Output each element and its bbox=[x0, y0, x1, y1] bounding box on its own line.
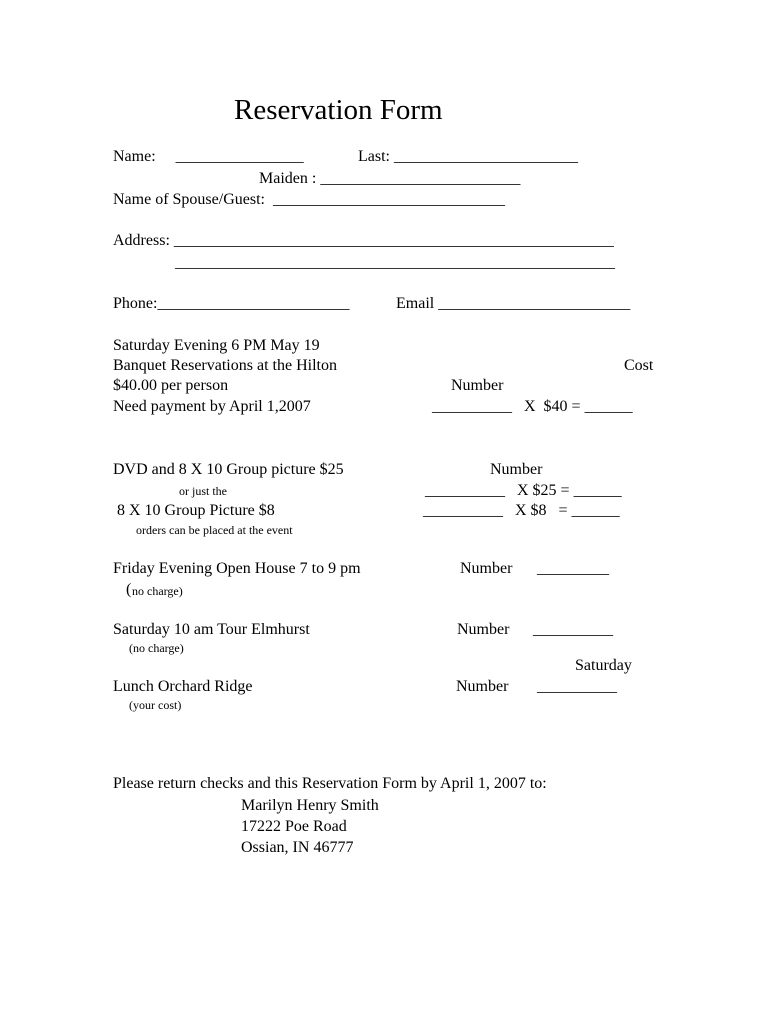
banquet-line-2: Banquet Reservations at the Hilton bbox=[113, 357, 337, 374]
address-field-line1[interactable]: Address: _______________________________________________________ bbox=[113, 232, 614, 249]
banquet-line-4: Need payment by April 1,2007 bbox=[113, 398, 311, 415]
tour-label: Saturday 10 am Tour Elmhurst bbox=[113, 621, 310, 638]
banquet-number-input[interactable]: __________ X $40 = ______ bbox=[432, 398, 633, 415]
banquet-line-1: Saturday Evening 6 PM May 19 bbox=[113, 337, 320, 354]
open-house-note-paren: ( bbox=[126, 581, 132, 598]
page-title: Reservation Form bbox=[234, 94, 443, 126]
tour-note: (no charge) bbox=[129, 641, 184, 655]
tour-number-label: Number bbox=[457, 621, 510, 638]
lunch-label: Lunch Orchard Ridge bbox=[113, 678, 253, 695]
dvd-number-label: Number bbox=[490, 461, 543, 478]
maiden-name-field[interactable]: Maiden : _________________________ bbox=[259, 170, 521, 187]
dvd-line-1: DVD and 8 X 10 Group picture $25 bbox=[113, 461, 344, 478]
open-house-number-label: Number bbox=[460, 560, 513, 577]
return-street: 17222 Poe Road bbox=[241, 818, 347, 835]
spouse-guest-field[interactable]: Name of Spouse/Guest: _____________________________ bbox=[113, 191, 505, 208]
return-city: Ossian, IN 46777 bbox=[241, 839, 354, 856]
tour-number-input[interactable]: __________ bbox=[533, 621, 613, 638]
dvd-number-input[interactable]: __________ X $25 = ______ bbox=[425, 482, 622, 499]
return-name: Marilyn Henry Smith bbox=[241, 797, 379, 814]
picture-number-input[interactable]: __________ X $8 = ______ bbox=[423, 502, 620, 519]
banquet-number-label: Number bbox=[451, 377, 504, 394]
dvd-or-just-text: or just the bbox=[179, 484, 227, 498]
cost-label: Cost bbox=[624, 357, 654, 374]
banquet-line-3: $40.00 per person bbox=[113, 377, 229, 394]
open-house-number-input[interactable]: _________ bbox=[537, 560, 609, 577]
email-field[interactable]: Email ________________________ bbox=[396, 295, 631, 312]
open-house-label: Friday Evening Open House 7 to 9 pm bbox=[113, 560, 361, 577]
open-house-note: no charge) bbox=[132, 584, 183, 598]
lunch-note: (your cost) bbox=[129, 698, 182, 712]
phone-field[interactable]: Phone:________________________ bbox=[113, 295, 350, 312]
dvd-note: orders can be placed at the event bbox=[136, 523, 293, 537]
name-field[interactable]: Name: ________________ bbox=[113, 148, 304, 165]
lunch-day-label: Saturday bbox=[575, 657, 632, 674]
lunch-number-input[interactable]: __________ bbox=[537, 678, 617, 695]
lunch-number-label: Number bbox=[456, 678, 509, 695]
address-field-line2[interactable]: _______________________________________________________ bbox=[175, 254, 615, 271]
dvd-line-2: 8 X 10 Group Picture $8 bbox=[117, 502, 275, 519]
return-instruction: Please return checks and this Reservation Form by April 1, 2007 to: bbox=[113, 775, 547, 792]
last-name-field[interactable]: Last: _______________________ bbox=[358, 148, 578, 165]
